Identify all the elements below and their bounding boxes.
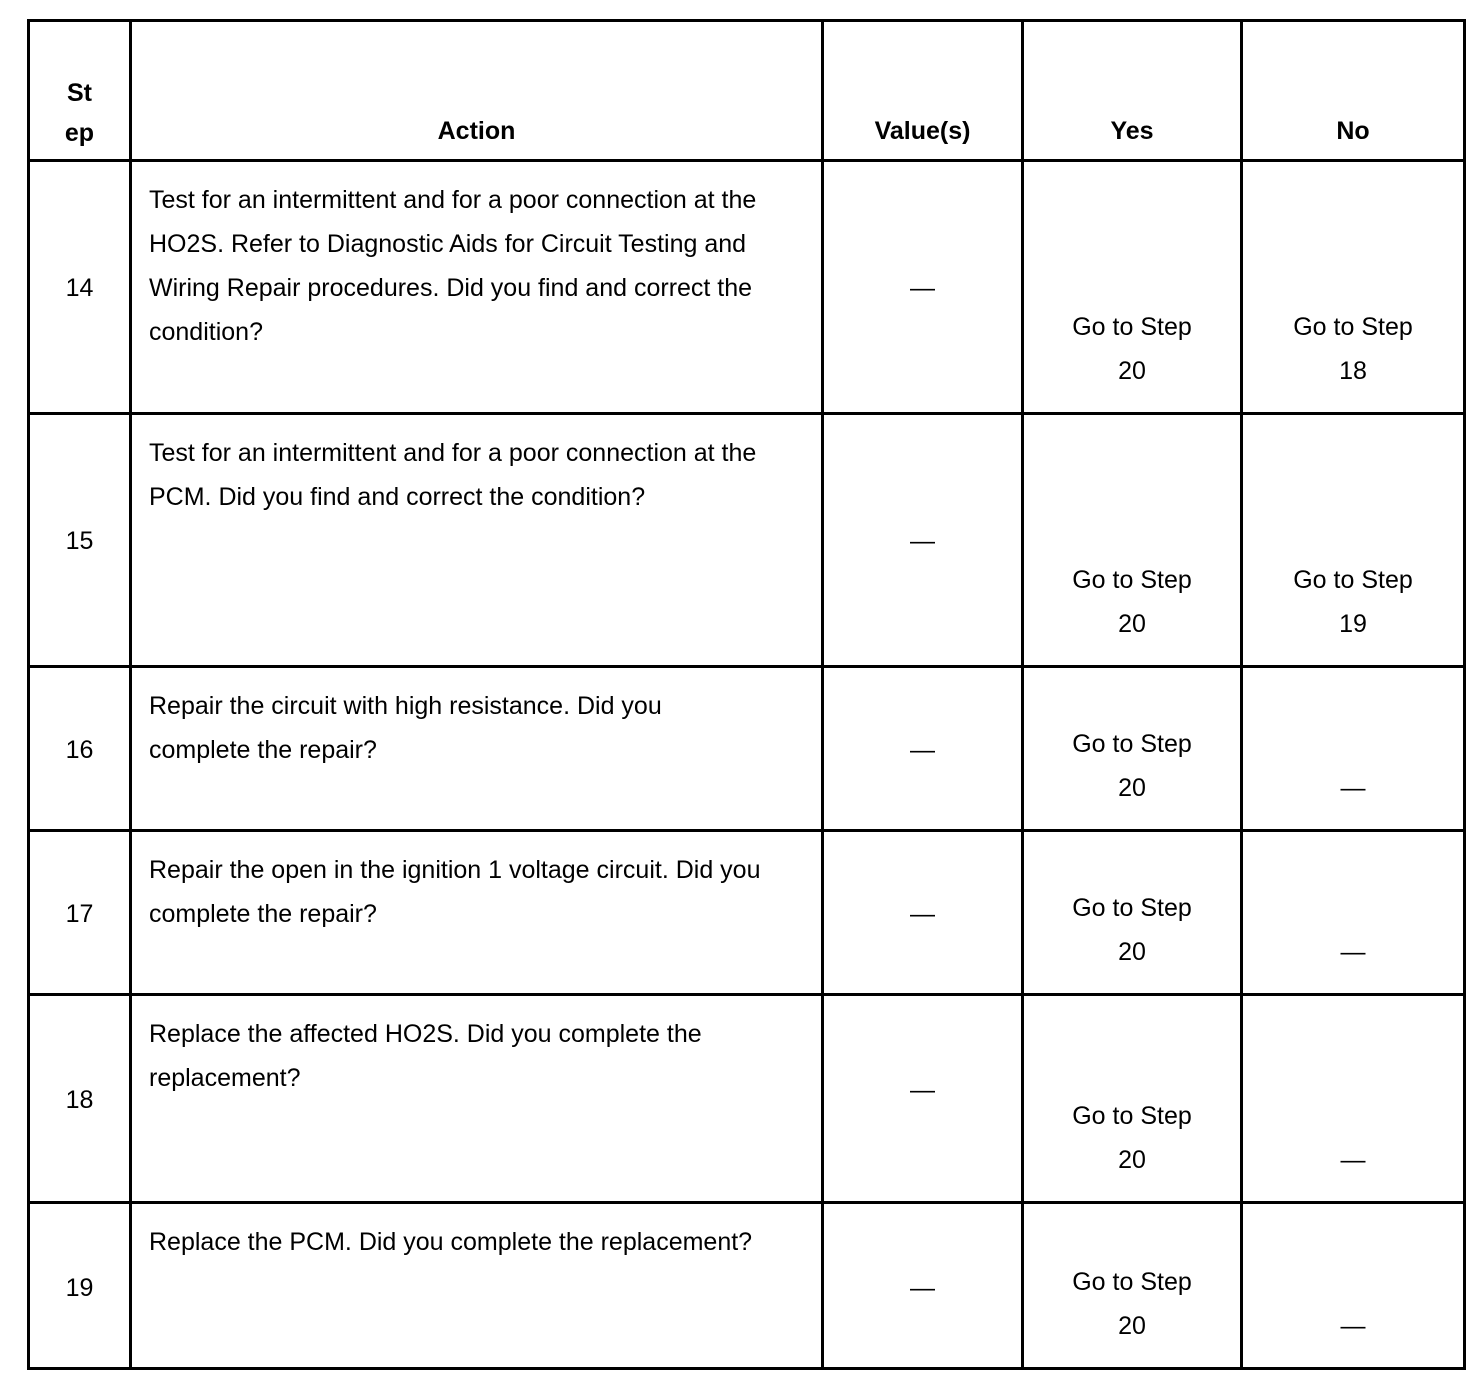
header-row — [29, 21, 1465, 161]
step-cell — [29, 161, 131, 414]
header-yes: Yes — [1023, 21, 1242, 161]
step-number: 17 — [65, 900, 94, 928]
yes-cell — [1023, 414, 1242, 667]
action-text: Replace the PCM. Did you complete the replacement? — [149, 1228, 753, 1256]
table-row — [29, 667, 1465, 831]
action-cell — [131, 161, 823, 414]
yes-cell — [1023, 831, 1242, 995]
header-step: St ep — [29, 21, 131, 161]
yes-cell — [1023, 161, 1242, 414]
table-row — [29, 995, 1465, 1203]
table-row — [29, 831, 1465, 995]
value-text: — — [910, 736, 935, 764]
action-text: Replace the affected HO2S. Did you complete the replacement? — [149, 1020, 702, 1092]
action-text: Test for an intermittent and for a poor connection at the PCM. Did you find and correct the condition? — [149, 439, 757, 511]
action-cell — [131, 667, 823, 831]
value-cell — [823, 831, 1023, 995]
yes-cell — [1023, 995, 1242, 1203]
no-cell — [1242, 831, 1465, 995]
value-cell — [823, 414, 1023, 667]
yes-goto: Go to Step 20 — [1072, 566, 1192, 638]
yes-goto: Go to Step 20 — [1072, 894, 1192, 966]
yes-cell — [1023, 667, 1242, 831]
table-row — [29, 1203, 1465, 1369]
step-cell — [29, 667, 131, 831]
header-values: Value(s) — [823, 21, 1023, 161]
no-dash: — — [1340, 774, 1366, 802]
value-cell — [823, 995, 1023, 1203]
value-text: — — [910, 1274, 935, 1302]
yes-goto: Go to Step 20 — [1072, 1102, 1192, 1174]
action-cell — [131, 831, 823, 995]
step-cell — [29, 831, 131, 995]
header-no: No — [1242, 21, 1465, 161]
table-row — [29, 414, 1465, 667]
no-cell — [1242, 414, 1465, 667]
value-cell — [823, 1203, 1023, 1369]
value-text: — — [910, 1076, 935, 1104]
step-number: 19 — [65, 1274, 94, 1302]
action-text: Test for an intermittent and for a poor connection at the HO2S. Refer to Diagnostic Aids for Circuit Testing and Wiring Repair procedures. Did you find and correct the condition? — [149, 186, 757, 346]
no-dash: — — [1340, 1312, 1366, 1340]
action-cell — [131, 414, 823, 667]
step-number: 15 — [65, 527, 94, 555]
no-dash: — — [1340, 938, 1366, 966]
value-text: — — [910, 900, 935, 928]
step-number: 14 — [65, 274, 94, 302]
no-cell — [1242, 1203, 1465, 1369]
step-cell — [29, 1203, 131, 1369]
table-row — [29, 161, 1465, 414]
action-cell — [131, 1203, 823, 1369]
step-number: 18 — [65, 1086, 94, 1114]
no-cell — [1242, 667, 1465, 831]
yes-cell — [1023, 1203, 1242, 1369]
no-cell — [1242, 995, 1465, 1203]
action-text: Repair the circuit with high resistance. Did you complete the repair? — [149, 692, 662, 764]
no-goto: Go to Step 19 — [1293, 566, 1413, 638]
header-action: Action — [131, 21, 823, 161]
no-cell — [1242, 161, 1465, 414]
no-dash: — — [1340, 1146, 1366, 1174]
step-cell — [29, 414, 131, 667]
action-cell — [131, 995, 823, 1203]
yes-goto: Go to Step 20 — [1072, 313, 1192, 385]
value-text: — — [910, 274, 935, 302]
value-text: — — [910, 527, 935, 555]
value-cell — [823, 667, 1023, 831]
yes-goto: Go to Step 20 — [1072, 730, 1192, 802]
no-goto: Go to Step 18 — [1293, 313, 1413, 385]
yes-goto: Go to Step 20 — [1072, 1268, 1192, 1340]
step-number: 16 — [65, 736, 94, 764]
value-cell — [823, 161, 1023, 414]
action-text: Repair the open in the ignition 1 voltage circuit. Did you complete the repair? — [149, 856, 761, 928]
diagnostic-table — [27, 19, 1466, 1370]
step-cell — [29, 995, 131, 1203]
